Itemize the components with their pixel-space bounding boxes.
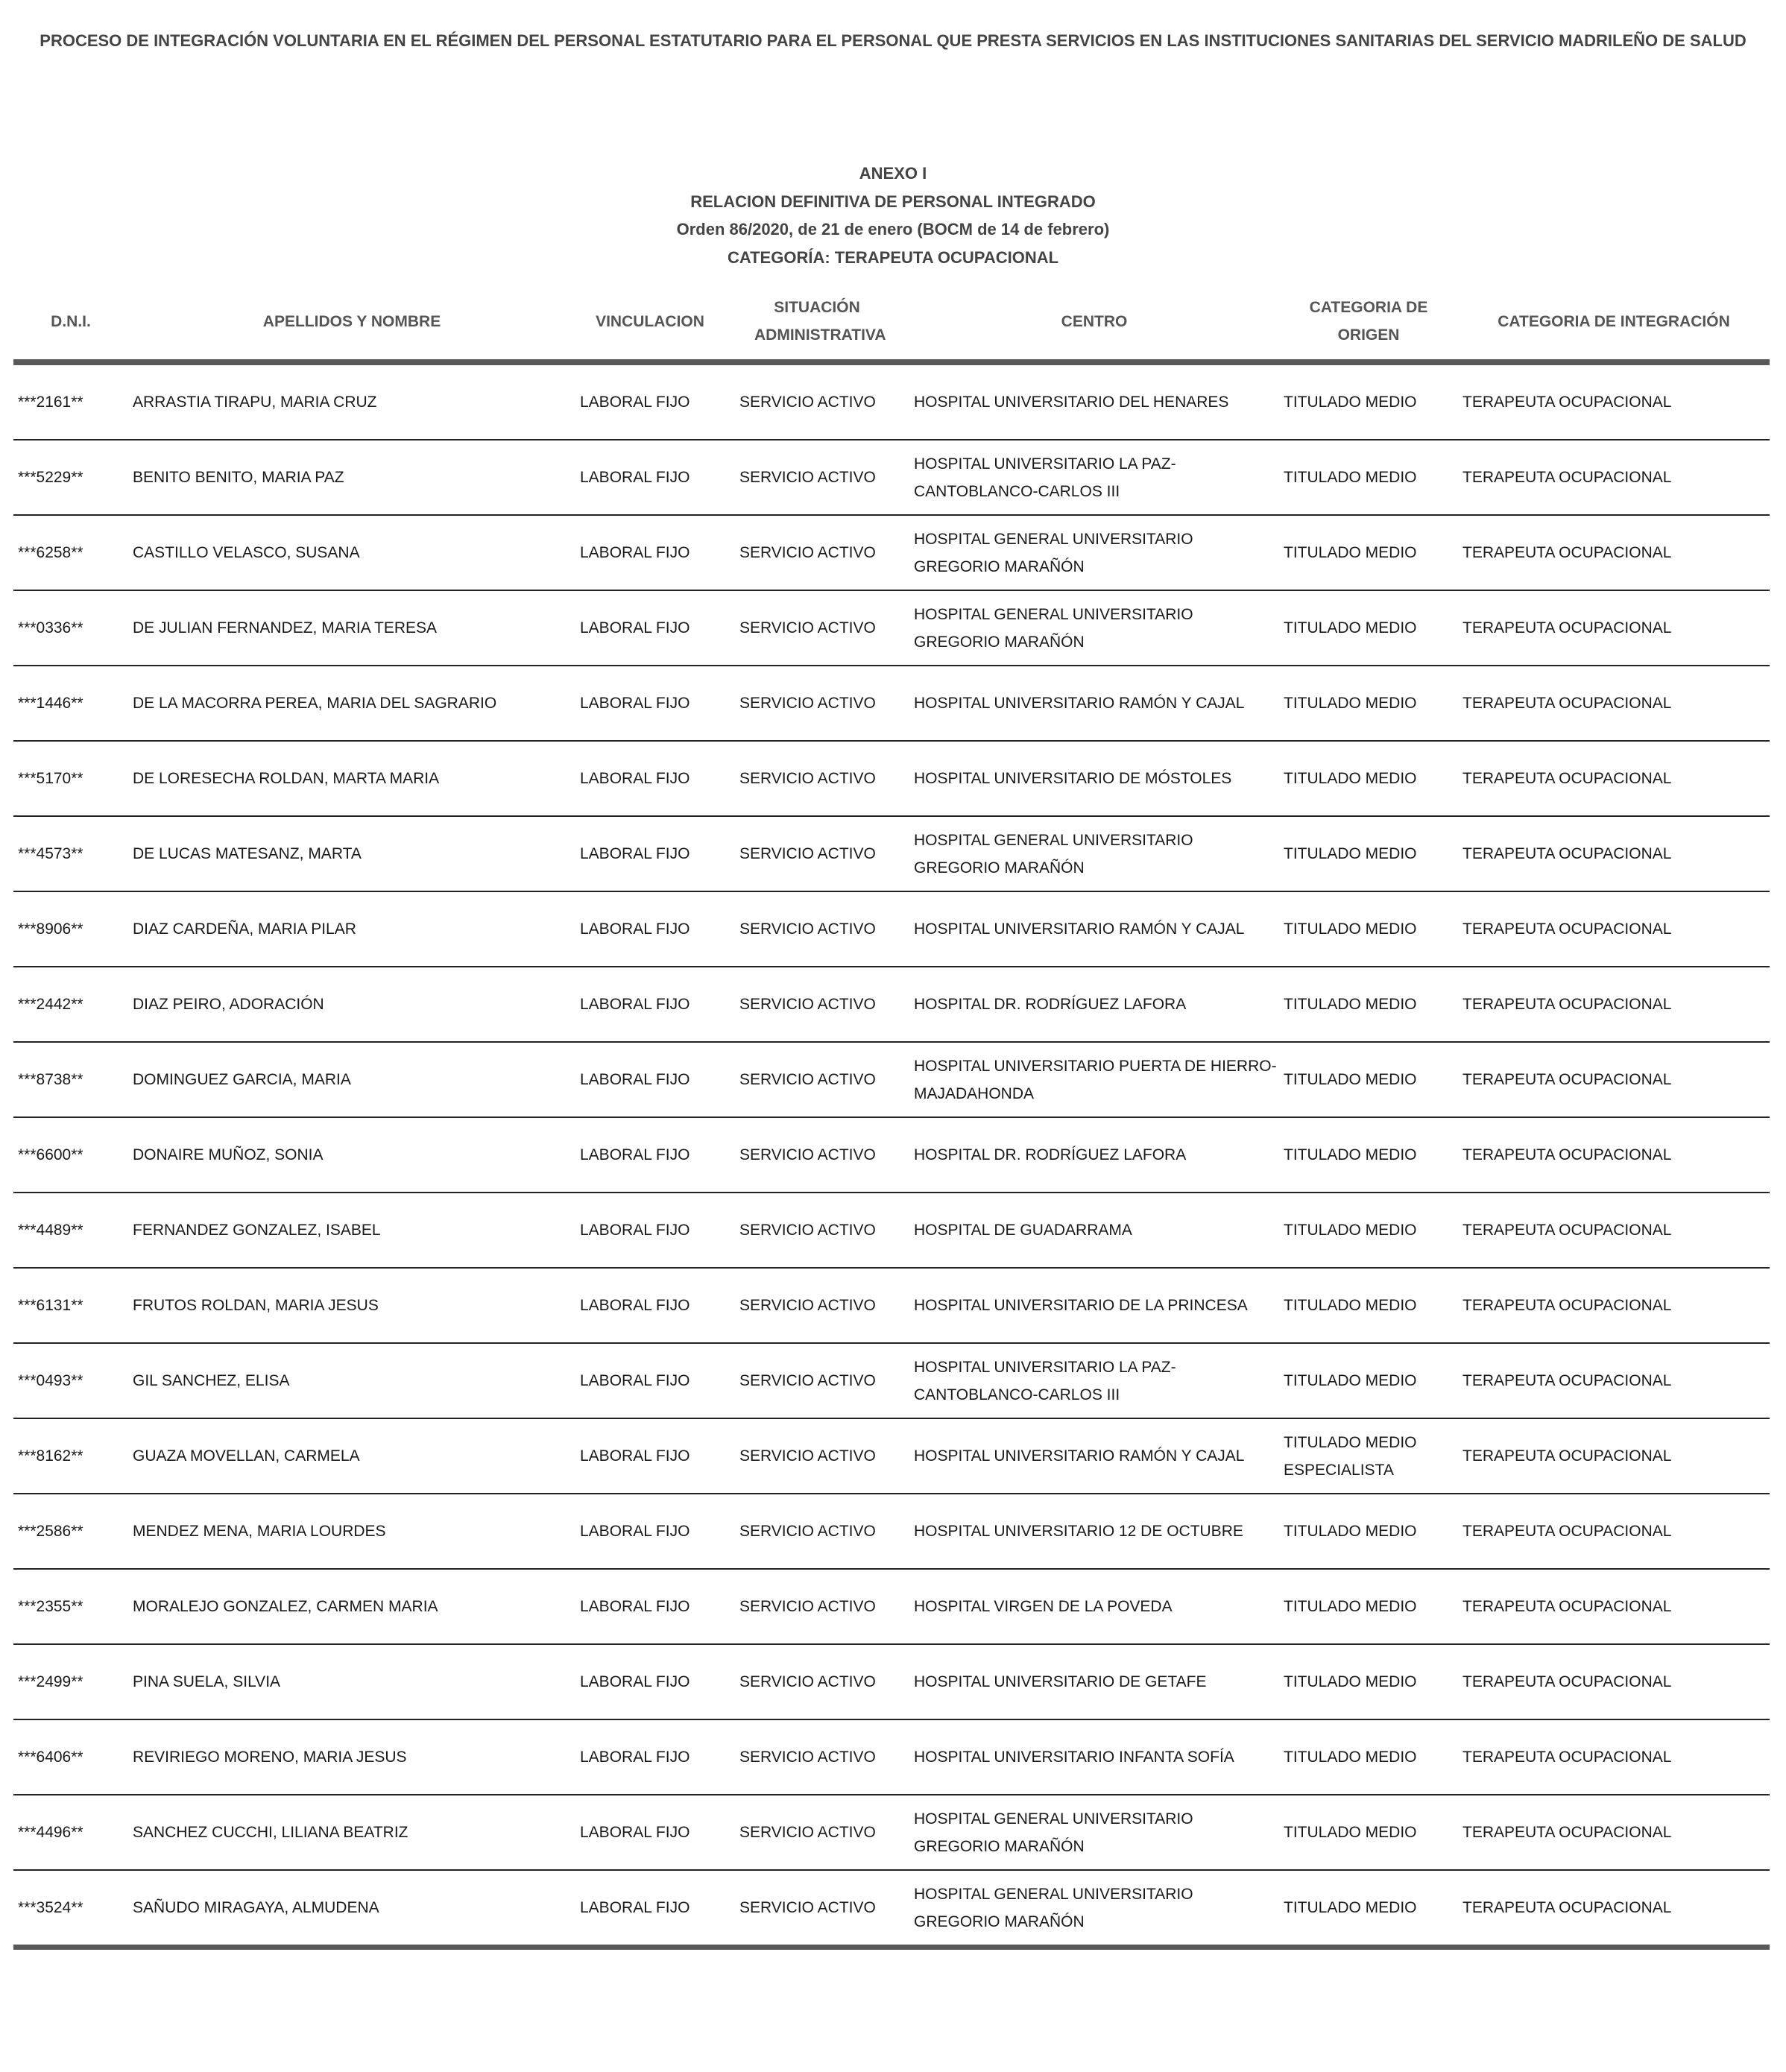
cell-dni: ***5229** <box>18 469 83 486</box>
cell-centro: HOSPITAL UNIVERSITARIO DE LA PRINCESA <box>914 1297 1248 1314</box>
cell-name: SAÑUDO MIRAGAYA, ALMUDENA <box>133 1899 379 1916</box>
annex-number: ANEXO I <box>859 164 927 183</box>
cell-vinculacion: LABORAL FIJO <box>580 1824 690 1841</box>
cell-categoria-origen: TITULADO MEDIO <box>1284 544 1417 561</box>
cell-vinculacion: LABORAL FIJO <box>580 619 690 637</box>
cell-centro: HOSPITAL GENERAL UNIVERSITARIO GREGORIO MARAÑÓN <box>914 1810 1193 1855</box>
cell-categoria-origen: TITULADO MEDIO <box>1284 996 1417 1013</box>
cell-categoria-integracion: TERAPEUTA OCUPACIONAL <box>1462 1146 1672 1163</box>
table-row <box>13 742 1770 817</box>
cell-dni: ***3524** <box>18 1899 83 1916</box>
cell-categoria-origen: TITULADO MEDIO <box>1284 1673 1417 1690</box>
cell-vinculacion: LABORAL FIJO <box>580 469 690 486</box>
cell-dni: ***0493** <box>18 1372 83 1389</box>
cell-dni: ***4489** <box>18 1222 83 1239</box>
cell-name: REVIRIEGO MORENO, MARIA JESUS <box>133 1749 407 1766</box>
cell-categoria-origen: TITULADO MEDIO <box>1284 619 1417 637</box>
cell-categoria-origen: TITULADO MEDIO <box>1284 394 1417 411</box>
cell-categoria-integracion: TERAPEUTA OCUPACIONAL <box>1462 1071 1672 1088</box>
cell-situacion: SERVICIO ACTIVO <box>739 1447 876 1465</box>
cell-name: GIL SANCHEZ, ELISA <box>133 1372 290 1389</box>
header-centro: CENTRO <box>1061 312 1128 330</box>
cell-vinculacion: LABORAL FIJO <box>580 845 690 862</box>
cell-categoria-integracion: TERAPEUTA OCUPACIONAL <box>1462 394 1672 411</box>
cell-centro: HOSPITAL DE GUADARRAMA <box>914 1222 1132 1239</box>
table-row <box>13 1344 1770 1419</box>
document-title: PROCESO DE INTEGRACIÓN VOLUNTARIA EN EL RÉGIMEN DEL PERSONAL ESTATUTARIO PARA EL PERSONAL QUE PRESTA SERVICIOS EN LAS INSTITUCIONES SANITARIAS DEL SERVICIO MADRILEÑO DE SALUD <box>40 31 1746 50</box>
cell-name: ARRASTIA TIRAPU, MARIA CRUZ <box>133 394 377 411</box>
header-name: APELLIDOS Y NOMBRE <box>262 312 441 330</box>
table-row <box>13 1720 1770 1795</box>
table-row <box>13 1419 1770 1494</box>
cell-name: FERNANDEZ GONZALEZ, ISABEL <box>133 1222 381 1239</box>
cell-situacion: SERVICIO ACTIVO <box>739 1071 876 1088</box>
cell-vinculacion: LABORAL FIJO <box>580 1523 690 1540</box>
cell-situacion: SERVICIO ACTIVO <box>739 469 876 486</box>
table-row <box>13 1043 1770 1118</box>
cell-name: SANCHEZ CUCCHI, LILIANA BEATRIZ <box>133 1824 408 1841</box>
cell-vinculacion: LABORAL FIJO <box>580 1899 690 1916</box>
cell-categoria-integracion: TERAPEUTA OCUPACIONAL <box>1462 1447 1672 1465</box>
table-row <box>13 1193 1770 1269</box>
cell-situacion: SERVICIO ACTIVO <box>739 695 876 712</box>
cell-vinculacion: LABORAL FIJO <box>580 695 690 712</box>
table-row <box>13 516 1770 591</box>
cell-dni: ***8738** <box>18 1071 83 1088</box>
header-categoria-origen: CATEGORIA DE ORIGEN <box>1309 299 1428 344</box>
cell-categoria-integracion: TERAPEUTA OCUPACIONAL <box>1462 1673 1672 1690</box>
cell-situacion: SERVICIO ACTIVO <box>739 1598 876 1615</box>
cell-name: DONAIRE MUÑOZ, SONIA <box>133 1146 324 1163</box>
table-row <box>13 1570 1770 1645</box>
cell-centro: HOSPITAL UNIVERSITARIO DEL HENARES <box>914 394 1229 411</box>
cell-name: DIAZ PEIRO, ADORACIÓN <box>133 996 324 1013</box>
cell-centro: HOSPITAL UNIVERSITARIO INFANTA SOFÍA <box>914 1749 1234 1766</box>
cell-name: FRUTOS ROLDAN, MARIA JESUS <box>133 1297 379 1314</box>
cell-dni: ***4496** <box>18 1824 83 1841</box>
cell-categoria-origen: TITULADO MEDIO <box>1284 1824 1417 1841</box>
cell-centro: HOSPITAL UNIVERSITARIO DE MÓSTOLES <box>914 770 1232 787</box>
cell-categoria-origen: TITULADO MEDIO <box>1284 1071 1417 1088</box>
cell-centro: HOSPITAL GENERAL UNIVERSITARIO GREGORIO MARAÑÓN <box>914 530 1193 575</box>
cell-name: DE LA MACORRA PEREA, MARIA DEL SAGRARIO <box>133 695 497 712</box>
table-row <box>13 1795 1770 1871</box>
cell-name: MORALEJO GONZALEZ, CARMEN MARIA <box>133 1598 438 1615</box>
header-situacion: SITUACIÓN ADMINISTRATIVA <box>754 299 886 344</box>
cell-situacion: SERVICIO ACTIVO <box>739 845 876 862</box>
cell-categoria-integracion: TERAPEUTA OCUPACIONAL <box>1462 920 1672 938</box>
cell-situacion: SERVICIO ACTIVO <box>739 1899 876 1916</box>
cell-name: MENDEZ MENA, MARIA LOURDES <box>133 1523 386 1540</box>
cell-vinculacion: LABORAL FIJO <box>580 1447 690 1465</box>
cell-dni: ***2586** <box>18 1523 83 1540</box>
table-header <box>13 283 1770 365</box>
cell-categoria-origen: TITULADO MEDIO <box>1284 1372 1417 1389</box>
cell-centro: HOSPITAL UNIVERSITARIO RAMÓN Y CAJAL <box>914 920 1245 938</box>
cell-categoria-integracion: TERAPEUTA OCUPACIONAL <box>1462 695 1672 712</box>
cell-situacion: SERVICIO ACTIVO <box>739 920 876 938</box>
cell-categoria-integracion: TERAPEUTA OCUPACIONAL <box>1462 1899 1672 1916</box>
table-row <box>13 365 1770 440</box>
cell-name: DE LORESECHA ROLDAN, MARTA MARIA <box>133 770 440 787</box>
table-row <box>13 1494 1770 1570</box>
cell-categoria-origen: TITULADO MEDIO <box>1284 1523 1417 1540</box>
cell-dni: ***2499** <box>18 1673 83 1690</box>
cell-centro: HOSPITAL UNIVERSITARIO RAMÓN Y CAJAL <box>914 1447 1245 1465</box>
cell-vinculacion: LABORAL FIJO <box>580 1598 690 1615</box>
cell-categoria-origen: TITULADO MEDIO <box>1284 1297 1417 1314</box>
cell-situacion: SERVICIO ACTIVO <box>739 544 876 561</box>
cell-vinculacion: LABORAL FIJO <box>580 394 690 411</box>
cell-situacion: SERVICIO ACTIVO <box>739 1222 876 1239</box>
cell-situacion: SERVICIO ACTIVO <box>739 619 876 637</box>
cell-dni: ***2442** <box>18 996 83 1013</box>
cell-vinculacion: LABORAL FIJO <box>580 1297 690 1314</box>
cell-situacion: SERVICIO ACTIVO <box>739 1372 876 1389</box>
cell-categoria-origen: TITULADO MEDIO <box>1284 1598 1417 1615</box>
cell-vinculacion: LABORAL FIJO <box>580 1222 690 1239</box>
cell-centro: HOSPITAL GENERAL UNIVERSITARIO GREGORIO MARAÑÓN <box>914 831 1193 877</box>
table-row <box>13 666 1770 742</box>
cell-situacion: SERVICIO ACTIVO <box>739 1523 876 1540</box>
table-row <box>13 1871 1770 1950</box>
cell-categoria-integracion: TERAPEUTA OCUPACIONAL <box>1462 1598 1672 1615</box>
cell-dni: ***8906** <box>18 920 83 938</box>
cell-name: DOMINGUEZ GARCIA, MARIA <box>133 1071 351 1088</box>
cell-dni: ***8162** <box>18 1447 83 1465</box>
table-row <box>13 1118 1770 1193</box>
cell-centro: HOSPITAL UNIVERSITARIO RAMÓN Y CAJAL <box>914 695 1245 712</box>
cell-situacion: SERVICIO ACTIVO <box>739 770 876 787</box>
annex-category: CATEGORÍA: TERAPEUTA OCUPACIONAL <box>727 247 1059 267</box>
cell-centro: HOSPITAL UNIVERSITARIO DE GETAFE <box>914 1673 1207 1690</box>
cell-vinculacion: LABORAL FIJO <box>580 544 690 561</box>
cell-categoria-origen: TITULADO MEDIO ESPECIALISTA <box>1284 1433 1417 1479</box>
cell-centro: HOSPITAL GENERAL UNIVERSITARIO GREGORIO MARAÑÓN <box>914 605 1193 651</box>
cell-name: GUAZA MOVELLAN, CARMELA <box>133 1447 360 1465</box>
cell-dni: ***4573** <box>18 845 83 862</box>
cell-name: DE JULIAN FERNANDEZ, MARIA TERESA <box>133 619 438 637</box>
annex-subtitle: RELACION DEFINITIVA DE PERSONAL INTEGRADO <box>690 192 1096 211</box>
header-dni: D.N.I. <box>51 312 91 330</box>
cell-situacion: SERVICIO ACTIVO <box>739 1673 876 1690</box>
cell-name: CASTILLO VELASCO, SUSANA <box>133 544 360 561</box>
cell-situacion: SERVICIO ACTIVO <box>739 1146 876 1163</box>
cell-vinculacion: LABORAL FIJO <box>580 1749 690 1766</box>
cell-dni: ***6406** <box>18 1749 83 1766</box>
cell-categoria-integracion: TERAPEUTA OCUPACIONAL <box>1462 1749 1672 1766</box>
cell-categoria-integracion: TERAPEUTA OCUPACIONAL <box>1462 1523 1672 1540</box>
cell-categoria-integracion: TERAPEUTA OCUPACIONAL <box>1462 619 1672 637</box>
cell-categoria-origen: TITULADO MEDIO <box>1284 695 1417 712</box>
cell-vinculacion: LABORAL FIJO <box>580 1071 690 1088</box>
cell-categoria-integracion: TERAPEUTA OCUPACIONAL <box>1462 544 1672 561</box>
cell-centro: HOSPITAL UNIVERSITARIO LA PAZ-CANTOBLANCO-CARLOS III <box>914 1358 1176 1403</box>
cell-centro: HOSPITAL UNIVERSITARIO LA PAZ-CANTOBLANCO-CARLOS III <box>914 455 1176 500</box>
cell-categoria-origen: TITULADO MEDIO <box>1284 1222 1417 1239</box>
cell-vinculacion: LABORAL FIJO <box>580 1372 690 1389</box>
cell-centro: HOSPITAL VIRGEN DE LA POVEDA <box>914 1598 1173 1615</box>
table-body <box>13 365 1770 1950</box>
cell-categoria-origen: TITULADO MEDIO <box>1284 920 1417 938</box>
cell-vinculacion: LABORAL FIJO <box>580 1673 690 1690</box>
cell-name: DE LUCAS MATESANZ, MARTA <box>133 845 362 862</box>
personnel-table <box>13 283 1770 1950</box>
header-vinculacion: VINCULACION <box>596 312 704 330</box>
annex-heading <box>0 159 1786 271</box>
cell-categoria-integracion: TERAPEUTA OCUPACIONAL <box>1462 469 1672 486</box>
cell-centro: HOSPITAL DR. RODRÍGUEZ LAFORA <box>914 1146 1187 1163</box>
cell-name: DIAZ CARDEÑA, MARIA PILAR <box>133 920 356 938</box>
table-row <box>13 440 1770 516</box>
cell-situacion: SERVICIO ACTIVO <box>739 996 876 1013</box>
cell-centro: HOSPITAL DR. RODRÍGUEZ LAFORA <box>914 996 1187 1013</box>
cell-situacion: SERVICIO ACTIVO <box>739 394 876 411</box>
table-row <box>13 1645 1770 1720</box>
cell-categoria-origen: TITULADO MEDIO <box>1284 1899 1417 1916</box>
cell-categoria-origen: TITULADO MEDIO <box>1284 469 1417 486</box>
cell-categoria-origen: TITULADO MEDIO <box>1284 845 1417 862</box>
cell-categoria-integracion: TERAPEUTA OCUPACIONAL <box>1462 1297 1672 1314</box>
cell-situacion: SERVICIO ACTIVO <box>739 1749 876 1766</box>
table-row <box>13 591 1770 666</box>
cell-vinculacion: LABORAL FIJO <box>580 1146 690 1163</box>
cell-categoria-origen: TITULADO MEDIO <box>1284 1146 1417 1163</box>
cell-centro: HOSPITAL UNIVERSITARIO PUERTA DE HIERRO-MAJADAHONDA <box>914 1057 1277 1102</box>
header-categoria-integracion: CATEGORIA DE INTEGRACIÓN <box>1498 312 1730 330</box>
cell-dni: ***6600** <box>18 1146 83 1163</box>
cell-situacion: SERVICIO ACTIVO <box>739 1824 876 1841</box>
cell-dni: ***1446** <box>18 695 83 712</box>
table-row <box>13 1269 1770 1344</box>
cell-categoria-integracion: TERAPEUTA OCUPACIONAL <box>1462 770 1672 787</box>
cell-dni: ***0336** <box>18 619 83 637</box>
cell-centro: HOSPITAL GENERAL UNIVERSITARIO GREGORIO MARAÑÓN <box>914 1885 1193 1930</box>
cell-categoria-integracion: TERAPEUTA OCUPACIONAL <box>1462 1824 1672 1841</box>
cell-vinculacion: LABORAL FIJO <box>580 996 690 1013</box>
cell-vinculacion: LABORAL FIJO <box>580 770 690 787</box>
cell-categoria-integracion: TERAPEUTA OCUPACIONAL <box>1462 845 1672 862</box>
cell-categoria-integracion: TERAPEUTA OCUPACIONAL <box>1462 1222 1672 1239</box>
cell-name: BENITO BENITO, MARIA PAZ <box>133 469 344 486</box>
cell-categoria-origen: TITULADO MEDIO <box>1284 770 1417 787</box>
cell-categoria-origen: TITULADO MEDIO <box>1284 1749 1417 1766</box>
cell-dni: ***6258** <box>18 544 83 561</box>
cell-categoria-integracion: TERAPEUTA OCUPACIONAL <box>1462 1372 1672 1389</box>
annex-order: Orden 86/2020, de 21 de enero (BOCM de 14 de febrero) <box>676 220 1110 239</box>
cell-vinculacion: LABORAL FIJO <box>580 920 690 938</box>
table-row <box>13 967 1770 1043</box>
cell-categoria-integracion: TERAPEUTA OCUPACIONAL <box>1462 996 1672 1013</box>
cell-name: PINA SUELA, SILVIA <box>133 1673 281 1690</box>
cell-dni: ***2161** <box>18 394 83 411</box>
cell-centro: HOSPITAL UNIVERSITARIO 12 DE OCTUBRE <box>914 1523 1243 1540</box>
cell-dni: ***2355** <box>18 1598 83 1615</box>
cell-situacion: SERVICIO ACTIVO <box>739 1297 876 1314</box>
cell-dni: ***5170** <box>18 770 83 787</box>
table-row <box>13 892 1770 967</box>
cell-dni: ***6131** <box>18 1297 83 1314</box>
table-row <box>13 817 1770 892</box>
